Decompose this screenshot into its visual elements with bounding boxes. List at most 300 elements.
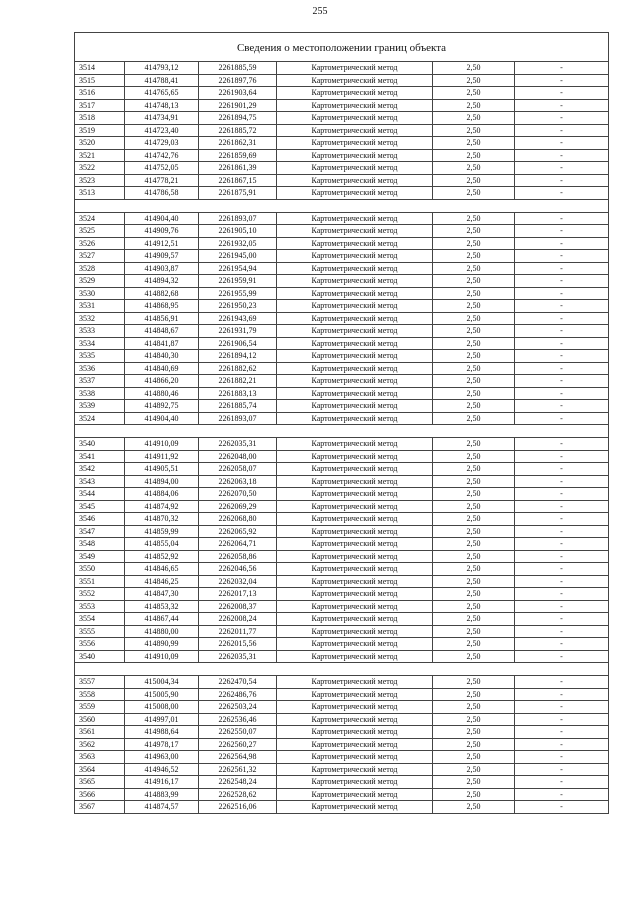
- description-cell: -: [515, 625, 609, 638]
- coord-y-cell: 2262035,31: [199, 650, 277, 663]
- table-row: [75, 62, 609, 75]
- point-number-cell: 3520: [75, 137, 125, 150]
- precision-cell: 2,50: [433, 538, 515, 551]
- group-separator-cell: [75, 425, 609, 438]
- group-separator: [75, 663, 609, 676]
- precision-cell: 2,50: [433, 375, 515, 388]
- method-cell: Картометрический метод: [277, 475, 433, 488]
- precision-cell: 2,50: [433, 701, 515, 714]
- point-number-cell: 3522: [75, 162, 125, 175]
- point-number-cell: 3561: [75, 726, 125, 739]
- method-cell: Картометрический метод: [277, 488, 433, 501]
- precision-cell: 2,50: [433, 638, 515, 651]
- precision-cell: 2,50: [433, 162, 515, 175]
- table-row: [75, 575, 609, 588]
- description-cell: -: [515, 463, 609, 476]
- description-cell: -: [515, 438, 609, 451]
- coord-x-cell: 414859,99: [125, 525, 199, 538]
- description-cell: -: [515, 650, 609, 663]
- precision-cell: 2,50: [433, 726, 515, 739]
- coord-y-cell: 2261883,13: [199, 387, 277, 400]
- point-number-cell: 3554: [75, 613, 125, 626]
- coord-y-cell: 2262561,32: [199, 763, 277, 776]
- point-number-cell: 3550: [75, 563, 125, 576]
- coord-x-cell: 415004,34: [125, 676, 199, 689]
- method-cell: Картометрический метод: [277, 99, 433, 112]
- description-cell: -: [515, 162, 609, 175]
- group-separator: [75, 199, 609, 212]
- table-row: [75, 124, 609, 137]
- coord-y-cell: 2262017,13: [199, 588, 277, 601]
- coord-y-cell: 2261905,10: [199, 225, 277, 238]
- table-row: [75, 513, 609, 526]
- method-cell: Картометрический метод: [277, 325, 433, 338]
- precision-cell: 2,50: [433, 99, 515, 112]
- table-row: [75, 112, 609, 125]
- page-number: 255: [312, 6, 328, 17]
- point-number-cell: 3544: [75, 488, 125, 501]
- coord-y-cell: 2261901,29: [199, 99, 277, 112]
- method-cell: Картометрический метод: [277, 149, 433, 162]
- coord-x-cell: 414856,91: [125, 312, 199, 325]
- precision-cell: 2,50: [433, 438, 515, 451]
- precision-cell: 2,50: [433, 676, 515, 689]
- description-cell: -: [515, 738, 609, 751]
- point-number-cell: 3565: [75, 776, 125, 789]
- coord-x-cell: 414786,58: [125, 187, 199, 200]
- precision-cell: 2,50: [433, 174, 515, 187]
- coord-x-cell: 414997,01: [125, 713, 199, 726]
- method-cell: Картометрический метод: [277, 250, 433, 263]
- coord-y-cell: 2261882,62: [199, 362, 277, 375]
- description-cell: -: [515, 262, 609, 275]
- description-cell: -: [515, 362, 609, 375]
- method-cell: Картометрический метод: [277, 337, 433, 350]
- table-row: [75, 538, 609, 551]
- coord-y-cell: 2262503,24: [199, 701, 277, 714]
- description-cell: -: [515, 149, 609, 162]
- description-cell: -: [515, 613, 609, 626]
- table-row: [75, 676, 609, 689]
- point-number-cell: 3560: [75, 713, 125, 726]
- point-number-cell: 3532: [75, 312, 125, 325]
- precision-cell: 2,50: [433, 450, 515, 463]
- precision-cell: 2,50: [433, 275, 515, 288]
- table-row: [75, 563, 609, 576]
- point-number-cell: 3531: [75, 300, 125, 313]
- point-number-cell: 3567: [75, 801, 125, 814]
- description-cell: -: [515, 124, 609, 137]
- point-number-cell: 3541: [75, 450, 125, 463]
- precision-cell: 2,50: [433, 500, 515, 513]
- group-separator-cell: [75, 199, 609, 212]
- precision-cell: 2,50: [433, 763, 515, 776]
- precision-cell: 2,50: [433, 525, 515, 538]
- coord-y-cell: 2261867,15: [199, 174, 277, 187]
- method-cell: Картометрический метод: [277, 650, 433, 663]
- table-title: Сведения о местоположении границ объекта: [75, 33, 609, 62]
- table-row: [75, 99, 609, 112]
- table-row: [75, 751, 609, 764]
- coord-y-cell: 2262048,00: [199, 450, 277, 463]
- description-cell: -: [515, 87, 609, 100]
- table-row: [75, 325, 609, 338]
- table-row: [75, 174, 609, 187]
- precision-cell: 2,50: [433, 225, 515, 238]
- table-row: [75, 701, 609, 714]
- coord-y-cell: 2261959,91: [199, 275, 277, 288]
- coord-y-cell: 2261897,76: [199, 74, 277, 87]
- method-cell: Картометрический метод: [277, 187, 433, 200]
- coord-x-cell: 414846,25: [125, 575, 199, 588]
- coord-x-cell: 414874,92: [125, 500, 199, 513]
- coord-x-cell: 414884,06: [125, 488, 199, 501]
- table-row: [75, 450, 609, 463]
- coord-y-cell: 2261955,99: [199, 287, 277, 300]
- coord-y-cell: 2262065,92: [199, 525, 277, 538]
- method-cell: Картометрический метод: [277, 751, 433, 764]
- coord-x-cell: 414978,17: [125, 738, 199, 751]
- point-number-cell: 3521: [75, 149, 125, 162]
- method-cell: Картометрический метод: [277, 688, 433, 701]
- coord-y-cell: 2262069,29: [199, 500, 277, 513]
- description-cell: -: [515, 513, 609, 526]
- method-cell: Картометрический метод: [277, 350, 433, 363]
- coord-x-cell: 414905,51: [125, 463, 199, 476]
- coord-x-cell: 414793,12: [125, 62, 199, 75]
- precision-cell: 2,50: [433, 788, 515, 801]
- precision-cell: 2,50: [433, 250, 515, 263]
- coord-y-cell: 2261885,74: [199, 400, 277, 413]
- coord-y-cell: 2262560,27: [199, 738, 277, 751]
- description-cell: -: [515, 325, 609, 338]
- table-row: [75, 600, 609, 613]
- coord-y-cell: 2262516,06: [199, 801, 277, 814]
- coord-x-cell: 414853,32: [125, 600, 199, 613]
- coord-y-cell: 2262046,56: [199, 563, 277, 576]
- coord-y-cell: 2261859,69: [199, 149, 277, 162]
- coord-x-cell: 414890,99: [125, 638, 199, 651]
- point-number-cell: 3566: [75, 788, 125, 801]
- coord-y-cell: 2261861,39: [199, 162, 277, 175]
- description-cell: -: [515, 412, 609, 425]
- precision-cell: 2,50: [433, 688, 515, 701]
- method-cell: Картометрический метод: [277, 701, 433, 714]
- method-cell: Картометрический метод: [277, 801, 433, 814]
- point-number-cell: 3516: [75, 87, 125, 100]
- precision-cell: 2,50: [433, 463, 515, 476]
- description-cell: -: [515, 475, 609, 488]
- coord-x-cell: 414848,67: [125, 325, 199, 338]
- coord-y-cell: 2262011,77: [199, 625, 277, 638]
- coord-y-cell: 2261894,75: [199, 112, 277, 125]
- coord-y-cell: 2261862,31: [199, 137, 277, 150]
- coord-x-cell: 414963,00: [125, 751, 199, 764]
- coord-x-cell: 414910,09: [125, 650, 199, 663]
- description-cell: -: [515, 112, 609, 125]
- precision-cell: 2,50: [433, 87, 515, 100]
- coord-x-cell: 414903,87: [125, 262, 199, 275]
- coord-x-cell: 414904,40: [125, 212, 199, 225]
- description-cell: -: [515, 801, 609, 814]
- precision-cell: 2,50: [433, 149, 515, 162]
- method-cell: Картометрический метод: [277, 112, 433, 125]
- precision-cell: 2,50: [433, 488, 515, 501]
- method-cell: Картометрический метод: [277, 400, 433, 413]
- point-number-cell: 3546: [75, 513, 125, 526]
- point-number-cell: 3558: [75, 688, 125, 701]
- table-row: [75, 525, 609, 538]
- boundary-coordinates-table: [74, 32, 609, 814]
- method-cell: Картометрический метод: [277, 174, 433, 187]
- precision-cell: 2,50: [433, 575, 515, 588]
- point-number-cell: 3514: [75, 62, 125, 75]
- description-cell: -: [515, 788, 609, 801]
- table-row: [75, 250, 609, 263]
- point-number-cell: 3543: [75, 475, 125, 488]
- description-cell: -: [515, 375, 609, 388]
- precision-cell: 2,50: [433, 650, 515, 663]
- point-number-cell: 3540: [75, 650, 125, 663]
- description-cell: -: [515, 174, 609, 187]
- point-number-cell: 3540: [75, 438, 125, 451]
- point-number-cell: 3555: [75, 625, 125, 638]
- precision-cell: 2,50: [433, 325, 515, 338]
- description-cell: -: [515, 676, 609, 689]
- method-cell: Картометрический метод: [277, 387, 433, 400]
- coord-y-cell: 2261931,79: [199, 325, 277, 338]
- coord-x-cell: 414852,92: [125, 550, 199, 563]
- table-row: [75, 625, 609, 638]
- table-row: [75, 287, 609, 300]
- coord-x-cell: 414734,91: [125, 112, 199, 125]
- coord-x-cell: 414729,03: [125, 137, 199, 150]
- table-row: [75, 74, 609, 87]
- point-number-cell: 3557: [75, 676, 125, 689]
- point-number-cell: 3524: [75, 412, 125, 425]
- coord-y-cell: 2262536,46: [199, 713, 277, 726]
- point-number-cell: 3552: [75, 588, 125, 601]
- coord-x-cell: 414892,75: [125, 400, 199, 413]
- method-cell: Картометрический метод: [277, 375, 433, 388]
- coord-x-cell: 414909,57: [125, 250, 199, 263]
- method-cell: Картометрический метод: [277, 713, 433, 726]
- table-row: [75, 187, 609, 200]
- precision-cell: 2,50: [433, 187, 515, 200]
- coord-x-cell: 414855,04: [125, 538, 199, 551]
- precision-cell: 2,50: [433, 237, 515, 250]
- precision-cell: 2,50: [433, 513, 515, 526]
- coord-y-cell: 2262058,07: [199, 463, 277, 476]
- method-cell: Картометрический метод: [277, 776, 433, 789]
- coord-x-cell: 414880,00: [125, 625, 199, 638]
- precision-cell: 2,50: [433, 588, 515, 601]
- table-row: [75, 650, 609, 663]
- coord-x-cell: 414867,44: [125, 613, 199, 626]
- table-row: [75, 237, 609, 250]
- precision-cell: 2,50: [433, 337, 515, 350]
- precision-cell: 2,50: [433, 550, 515, 563]
- coord-y-cell: 2262063,18: [199, 475, 277, 488]
- point-number-cell: 3551: [75, 575, 125, 588]
- description-cell: -: [515, 701, 609, 714]
- table-row: [75, 375, 609, 388]
- coord-y-cell: 2262550,07: [199, 726, 277, 739]
- coord-x-cell: 414846,65: [125, 563, 199, 576]
- precision-cell: 2,50: [433, 713, 515, 726]
- method-cell: Картометрический метод: [277, 137, 433, 150]
- table-row: [75, 275, 609, 288]
- table-row: [75, 400, 609, 413]
- coord-y-cell: 2261932,05: [199, 237, 277, 250]
- description-cell: -: [515, 300, 609, 313]
- point-number-cell: 3527: [75, 250, 125, 263]
- point-number-cell: 3562: [75, 738, 125, 751]
- coord-y-cell: 2262486,76: [199, 688, 277, 701]
- coord-x-cell: 414748,13: [125, 99, 199, 112]
- point-number-cell: 3523: [75, 174, 125, 187]
- coord-y-cell: 2262058,86: [199, 550, 277, 563]
- coord-x-cell: 414894,00: [125, 475, 199, 488]
- description-cell: -: [515, 600, 609, 613]
- point-number-cell: 3538: [75, 387, 125, 400]
- precision-cell: 2,50: [433, 801, 515, 814]
- method-cell: Картометрический метод: [277, 275, 433, 288]
- precision-cell: 2,50: [433, 563, 515, 576]
- point-number-cell: 3530: [75, 287, 125, 300]
- point-number-cell: 3533: [75, 325, 125, 338]
- point-number-cell: 3542: [75, 463, 125, 476]
- description-cell: -: [515, 99, 609, 112]
- method-cell: Картометрический метод: [277, 287, 433, 300]
- precision-cell: 2,50: [433, 287, 515, 300]
- method-cell: Картометрический метод: [277, 500, 433, 513]
- coord-x-cell: 414778,21: [125, 174, 199, 187]
- point-number-cell: 3539: [75, 400, 125, 413]
- precision-cell: 2,50: [433, 751, 515, 764]
- method-cell: Картометрический метод: [277, 300, 433, 313]
- table-row: [75, 262, 609, 275]
- description-cell: -: [515, 337, 609, 350]
- description-cell: -: [515, 550, 609, 563]
- description-cell: -: [515, 137, 609, 150]
- description-cell: -: [515, 312, 609, 325]
- point-number-cell: 3537: [75, 375, 125, 388]
- description-cell: -: [515, 187, 609, 200]
- table-row: [75, 387, 609, 400]
- precision-cell: 2,50: [433, 412, 515, 425]
- point-number-cell: 3515: [75, 74, 125, 87]
- description-cell: -: [515, 563, 609, 576]
- precision-cell: 2,50: [433, 738, 515, 751]
- description-cell: -: [515, 588, 609, 601]
- coord-x-cell: 414765,65: [125, 87, 199, 100]
- table-row: [75, 225, 609, 238]
- method-cell: Картометрический метод: [277, 600, 433, 613]
- precision-cell: 2,50: [433, 300, 515, 313]
- group-separator-cell: [75, 663, 609, 676]
- description-cell: -: [515, 575, 609, 588]
- description-cell: -: [515, 726, 609, 739]
- description-cell: -: [515, 538, 609, 551]
- table-row: [75, 550, 609, 563]
- precision-cell: 2,50: [433, 362, 515, 375]
- method-cell: Картометрический метод: [277, 763, 433, 776]
- point-number-cell: 3547: [75, 525, 125, 538]
- description-cell: -: [515, 776, 609, 789]
- precision-cell: 2,50: [433, 776, 515, 789]
- method-cell: Картометрический метод: [277, 312, 433, 325]
- precision-cell: 2,50: [433, 137, 515, 150]
- coord-x-cell: 414874,57: [125, 801, 199, 814]
- coord-y-cell: 2262528,62: [199, 788, 277, 801]
- table-row: [75, 588, 609, 601]
- table-row: [75, 488, 609, 501]
- description-cell: -: [515, 525, 609, 538]
- method-cell: Картометрический метод: [277, 613, 433, 626]
- method-cell: Картометрический метод: [277, 575, 433, 588]
- description-cell: -: [515, 488, 609, 501]
- coord-x-cell: 414788,41: [125, 74, 199, 87]
- precision-cell: 2,50: [433, 475, 515, 488]
- description-cell: -: [515, 638, 609, 651]
- precision-cell: 2,50: [433, 124, 515, 137]
- point-number-cell: 3553: [75, 600, 125, 613]
- table-row: [75, 463, 609, 476]
- coord-y-cell: 2262064,71: [199, 538, 277, 551]
- precision-cell: 2,50: [433, 262, 515, 275]
- coord-y-cell: 2261875,91: [199, 187, 277, 200]
- table-row: [75, 788, 609, 801]
- coord-y-cell: 2261903,64: [199, 87, 277, 100]
- coord-x-cell: 414904,40: [125, 412, 199, 425]
- coord-x-cell: 415005,90: [125, 688, 199, 701]
- point-number-cell: 3548: [75, 538, 125, 551]
- coord-x-cell: 414840,69: [125, 362, 199, 375]
- point-number-cell: 3564: [75, 763, 125, 776]
- coord-x-cell: 414841,87: [125, 337, 199, 350]
- table-row: [75, 362, 609, 375]
- method-cell: Картометрический метод: [277, 638, 433, 651]
- method-cell: Картометрический метод: [277, 225, 433, 238]
- point-number-cell: 3518: [75, 112, 125, 125]
- coord-x-cell: 414880,46: [125, 387, 199, 400]
- method-cell: Картометрический метод: [277, 625, 433, 638]
- coord-y-cell: 2261885,59: [199, 62, 277, 75]
- point-number-cell: 3526: [75, 237, 125, 250]
- description-cell: -: [515, 237, 609, 250]
- point-number-cell: 3529: [75, 275, 125, 288]
- table-row: [75, 801, 609, 814]
- point-number-cell: 3549: [75, 550, 125, 563]
- table-row: [75, 149, 609, 162]
- table-row: [75, 638, 609, 651]
- coord-x-cell: 414847,30: [125, 588, 199, 601]
- method-cell: Картометрический метод: [277, 726, 433, 739]
- coord-y-cell: 2262035,31: [199, 438, 277, 451]
- description-cell: -: [515, 74, 609, 87]
- description-cell: -: [515, 400, 609, 413]
- precision-cell: 2,50: [433, 400, 515, 413]
- method-cell: Картометрический метод: [277, 124, 433, 137]
- method-cell: Картометрический метод: [277, 162, 433, 175]
- coord-x-cell: 414882,68: [125, 287, 199, 300]
- table-row: [75, 412, 609, 425]
- precision-cell: 2,50: [433, 613, 515, 626]
- coord-x-cell: 414911,92: [125, 450, 199, 463]
- method-cell: Картометрический метод: [277, 588, 433, 601]
- coord-y-cell: 2262015,56: [199, 638, 277, 651]
